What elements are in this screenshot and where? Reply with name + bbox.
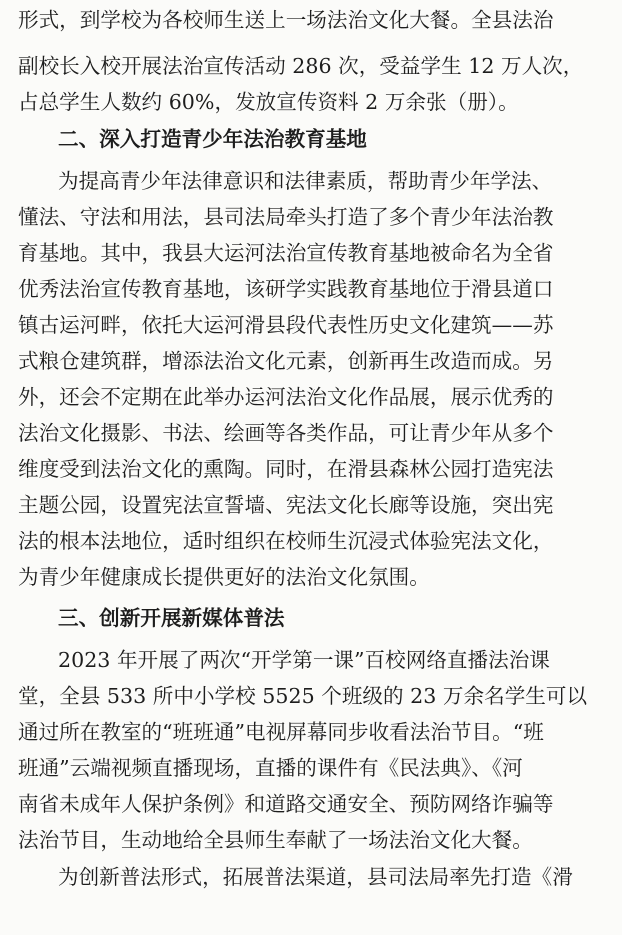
- body-text-line: 外，还会不定期在此举办运河法治文化作品展，展示优秀的: [18, 385, 554, 409]
- body-text-line: 2023 年开展了两次“开学第一课”百校网络直播法治课: [58, 648, 550, 672]
- body-text-line: 优秀法治宣传教育基地，该研学实践教育基地位于滑县道口: [18, 277, 554, 301]
- body-text-line: 南省未成年人保护条例》和道路交通安全、预防网络诈骗等: [18, 792, 554, 816]
- body-text-line: 式粮仓建筑群，增添法治文化元素，创新再生改造而成。另: [18, 349, 554, 373]
- body-text-line: 堂，全县 533 所中小学校 5525 个班级的 23 万余名学生可以: [18, 684, 588, 708]
- body-text-line: 法治文化摄影、书法、绘画等各类作品，可让青少年从多个: [18, 421, 554, 445]
- body-text-line: 法的根本法地位，适时组织在校师生沉浸式体验宪法文化，: [18, 529, 554, 553]
- body-text-line: 镇古运河畔，依托大运河滑县段代表性历史文化建筑——苏: [18, 313, 554, 337]
- section-heading-2: 二、深入打造青少年法治教育基地: [58, 127, 367, 151]
- body-text-line: 为提高青少年法律意识和法律素质，帮助青少年学法、: [58, 169, 553, 193]
- body-text-line: 通过所在教室的“班班通”电视屏幕同步收看法治节目。“班: [18, 720, 544, 744]
- section-heading-3: 三、创新开展新媒体普法: [58, 606, 285, 630]
- body-text-line: 副校长入校开展法治宣传活动 286 次，受益学生 12 万人次，: [18, 54, 584, 78]
- body-text-line: 为创新普法形式，拓展普法渠道，县司法局率先打造《滑: [58, 865, 573, 889]
- body-text-line: 维度受到法治文化的熏陶。同时，在滑县森林公园打造宪法: [18, 457, 554, 481]
- body-text-line: 懂法、守法和用法，县司法局牵头打造了多个青少年法治教: [18, 205, 554, 229]
- body-text-line: 法治节目，生动地给全县师生奉献了一场法治文化大餐。: [18, 828, 533, 852]
- body-text-line: 育基地。其中，我县大运河法治宣传教育基地被命名为全省: [18, 241, 554, 265]
- body-text-line: 为青少年健康成长提供更好的法治文化氛围。: [18, 565, 430, 589]
- body-text-line: 主题公园，设置宪法宣誓墙、宪法文化长廊等设施，突出宪: [18, 493, 554, 517]
- body-text-line: 占总学生人数约 60%，发放宣传资料 2 万余张（册）。: [18, 90, 519, 114]
- body-text-line: 班通”云端视频直播现场，直播的课件有《民法典》、《河: [18, 756, 523, 780]
- body-text-line: 形式，到学校为各校师生送上一场法治文化大餐。全县法治: [18, 8, 554, 32]
